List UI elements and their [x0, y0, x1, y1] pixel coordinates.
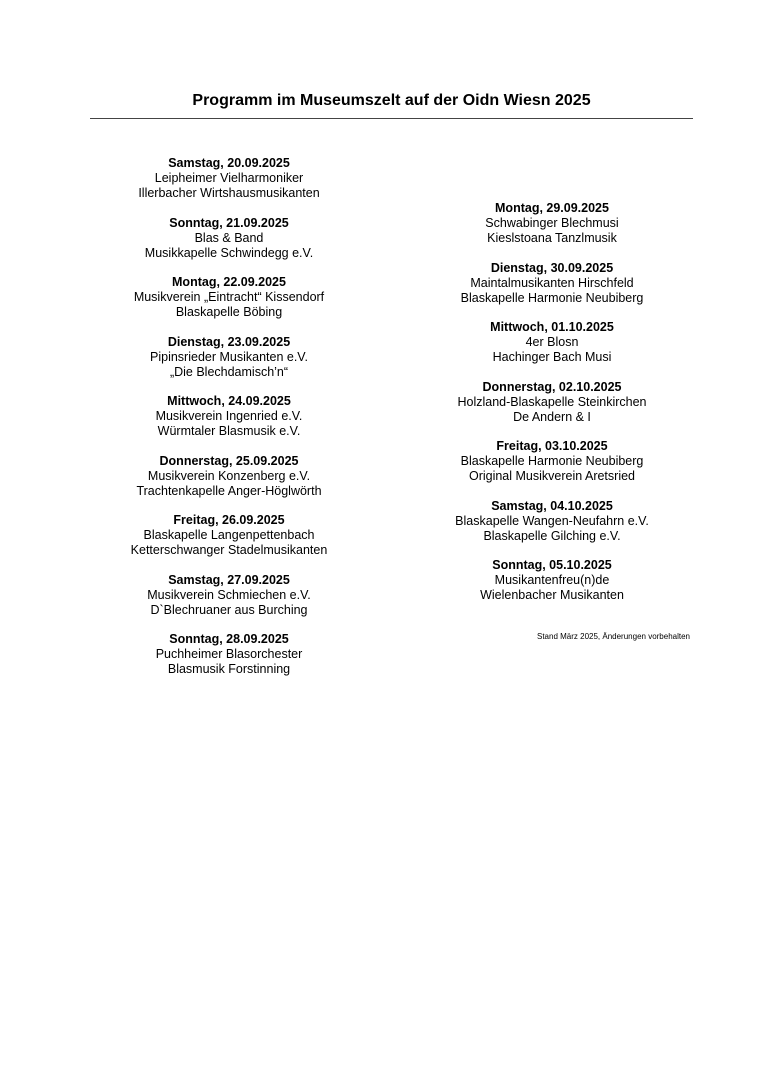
day-date: Montag, 29.09.2025: [495, 201, 609, 215]
performer-name: Holzland-Blaskapelle Steinkirchen: [457, 394, 647, 409]
day-date: Freitag, 03.10.2025: [496, 439, 608, 453]
performer-name: Schwabinger Blechmusi: [485, 216, 619, 230]
performer-name: Musikkapelle Schwindegg e.V.: [144, 245, 314, 260]
performer-name: Musikverein Schmiechen e.V.: [147, 587, 311, 602]
day-date: Sonntag, 05.10.2025: [492, 558, 612, 572]
day-date: Dienstag, 23.09.2025: [167, 334, 291, 349]
day-entry: [79, 156, 379, 201]
day-entry: [79, 335, 379, 380]
day-entry: [79, 454, 379, 499]
performer-name: Hachinger Bach Musi: [492, 350, 612, 364]
title-divider: [90, 118, 693, 119]
performer-name: 4er Blosn: [525, 335, 579, 349]
day-date: Samstag, 27.09.2025: [168, 572, 290, 587]
day-date: Mittwoch, 24.09.2025: [167, 394, 291, 408]
day-date: Mittwoch, 01.10.2025: [490, 320, 614, 334]
performer-name: Pipinsrieder Musikanten e.V.: [150, 349, 308, 364]
day-entry: [79, 573, 379, 618]
day-entry: [79, 216, 379, 261]
day-entry: [79, 275, 379, 320]
day-entry: [402, 261, 702, 306]
day-date: Donnerstag, 25.09.2025: [159, 453, 299, 468]
day-date: Samstag, 04.10.2025: [491, 498, 613, 513]
day-date: Donnerstag, 02.10.2025: [482, 379, 622, 394]
performer-name: Blasmusik Forstinning: [167, 662, 291, 676]
performer-name: Würmtaler Blasmusik e.V.: [157, 424, 301, 438]
day-date: Freitag, 26.09.2025: [173, 513, 285, 527]
performer-name: Leipheimer Vielharmoniker: [154, 171, 304, 185]
schedule-column-right: [402, 201, 702, 618]
performer-name: Maintalmusikanten Hirschfeld: [470, 275, 634, 290]
performer-name: Kieslstoana Tanzlmusik: [487, 231, 617, 245]
day-date: Samstag, 20.09.2025: [168, 156, 290, 170]
performer-name: Blaskapelle Gilching e.V.: [483, 528, 621, 543]
performer-name: Musikverein „Eintracht“ Kissendorf: [133, 290, 325, 304]
performer-name: Blas & Band: [194, 230, 264, 245]
performer-name: Original Musikverein Aretsried: [468, 469, 636, 483]
performer-name: Trachtenkapelle Anger-Höglwörth: [136, 483, 322, 498]
schedule-column-left: [79, 156, 379, 692]
day-date: Sonntag, 28.09.2025: [169, 632, 289, 646]
performer-name: Musikantenfreu(n)de: [494, 573, 610, 587]
page-title: Programm im Museumszelt auf der Oidn Wiesn 2025: [192, 92, 591, 109]
performer-name: Ketterschwanger Stadelmusikanten: [130, 543, 328, 557]
performer-name: Wielenbacher Musikanten: [480, 588, 624, 602]
performer-name: Puchheimer Blasorchester: [155, 647, 303, 661]
performer-name: De Andern & I: [513, 409, 591, 424]
day-entry: [402, 499, 702, 544]
performer-name: D`Blechruaner aus Burching: [150, 602, 308, 617]
performer-name: Blaskapelle Harmonie Neubiberg: [460, 290, 644, 305]
day-entry: [402, 201, 702, 246]
day-entry: [402, 320, 702, 365]
performer-name: Blaskapelle Böbing: [175, 305, 283, 319]
day-entry: [402, 380, 702, 425]
day-entry: [402, 558, 702, 603]
performer-name: Illerbacher Wirtshausmusikanten: [138, 186, 320, 200]
day-entry: [79, 394, 379, 439]
day-entry: [79, 632, 379, 677]
performer-name: Musikverein Konzenberg e.V.: [147, 468, 311, 483]
performer-name: Musikverein Ingenried e.V.: [155, 409, 303, 423]
day-entry: [402, 439, 702, 484]
day-date: Dienstag, 30.09.2025: [490, 260, 614, 275]
day-entry: [79, 513, 379, 558]
performer-name: „Die Blechdamisch’n“: [169, 364, 289, 379]
performer-name: Blaskapelle Harmonie Neubiberg: [460, 454, 644, 468]
day-date: Sonntag, 21.09.2025: [169, 215, 289, 230]
performer-name: Blaskapelle Langenpettenbach: [143, 528, 315, 542]
day-date: Montag, 22.09.2025: [172, 275, 286, 289]
performer-name: Blaskapelle Wangen-Neufahrn e.V.: [455, 513, 649, 528]
status-note: Stand März 2025, Änderungen vorbehalten: [537, 632, 690, 641]
